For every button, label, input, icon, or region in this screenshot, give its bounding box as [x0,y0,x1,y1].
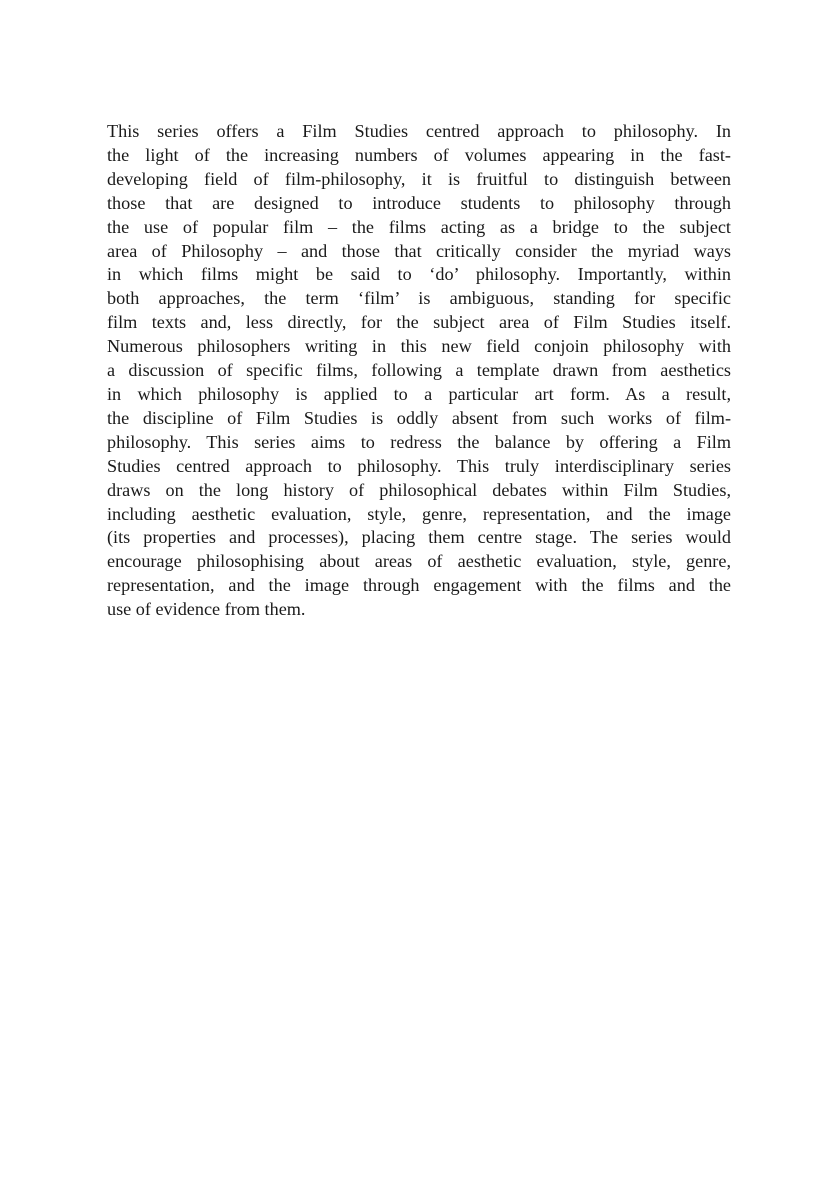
paragraph-line: the discipline of Film Studies is oddly absent from such works of film- [107,407,731,428]
paragraph-line: (its properties and processes), placing them centre stage. The series would [107,527,731,548]
paragraph-line: in which films might be said to ‘do’ philosophy. Importantly, within [107,264,731,285]
paragraph-line: film texts and, less directly, for the subject area of Film Studies itself. [107,312,731,333]
paragraph-line: Numerous philosophers writing in this new field conjoin philosophy with [107,336,731,357]
paragraph-line: area of Philosophy – and those that critically consider the myriad ways [107,240,731,261]
paragraph-line: the use of popular film – the films acting as a bridge to the subject [107,216,731,237]
paragraph-line: those that are designed to introduce students to philosophy through [107,192,731,213]
paragraph-line: representation, and the image through engagement with the films and the [107,575,731,596]
paragraph-line: draws on the long history of philosophical debates within Film Studies, [107,479,731,500]
paragraph-line: in which philosophy is applied to a particular art form. As a result, [107,383,731,404]
paragraph-line: developing field of film-philosophy, it is fruitful to distinguish between [107,168,731,189]
paragraph-line: including aesthetic evaluation, style, genre, representation, and the image [107,503,731,524]
paragraph-line: Studies centred approach to philosophy. This truly interdisciplinary series [107,455,731,476]
paragraph-line: use of evidence from them. [107,599,306,620]
paragraph-line: both approaches, the term ‘film’ is ambiguous, standing for specific [107,288,731,309]
series-description-paragraph [107,120,731,622]
paragraph-line: the light of the increasing numbers of volumes appearing in the fast- [107,144,731,165]
paragraph-line: a discussion of specific films, following a template drawn from aesthetics [107,360,731,381]
paragraph-line: This series offers a Film Studies centred approach to philosophy. In [107,121,731,141]
paragraph-line: encourage philosophising about areas of aesthetic evaluation, style, genre, [107,551,731,572]
paragraph-line: philosophy. This series aims to redress the balance by offering a Film [107,431,731,452]
